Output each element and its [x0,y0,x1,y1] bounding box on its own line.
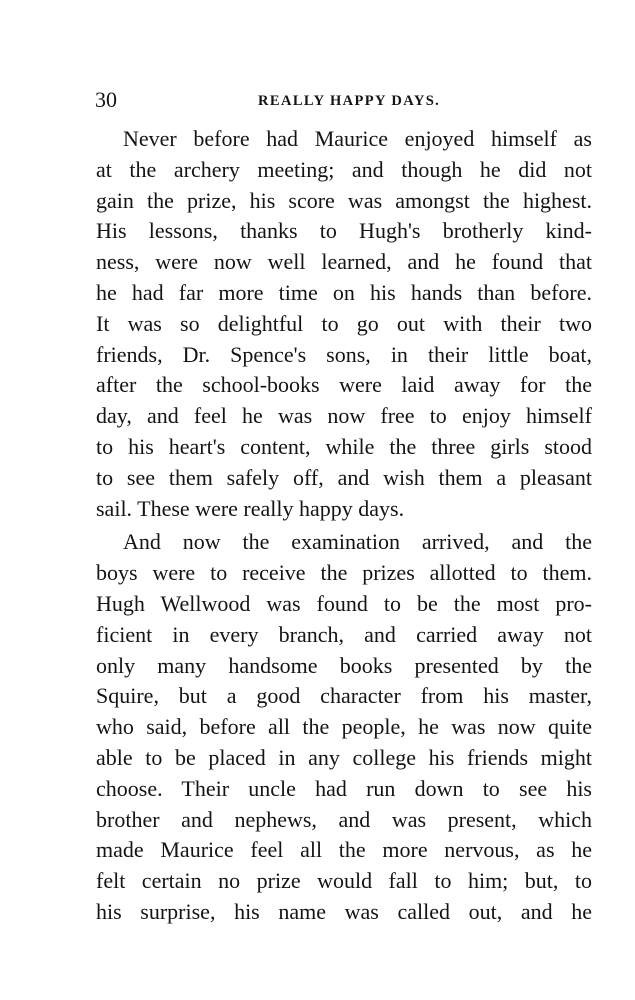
body-text [96,124,592,928]
text-line: Hugh Wellwood was found to be the most pro- [96,590,592,616]
text-line: able to be placed in any college his friends might [96,744,592,770]
text-line: after the school-books were laid away for the [96,372,592,398]
paragraph-1 [96,124,592,524]
text-line: who said, before all the people, he was now quite [96,714,592,740]
text-line: to see them safely off, and wish them a pleasant [96,464,592,490]
running-head: REALLY HAPPY DAYS. [258,93,441,109]
text-line: day, and feel he was now free to enjoy himself [96,403,592,429]
text-line: His lessons, thanks to Hugh's brotherly kind- [96,218,592,244]
text-line: sail. These were really happy days. [96,495,405,521]
text-line: boys were to receive the prizes allotted to them. [96,560,592,586]
text-line: friends, Dr. Spence's sons, in their little boat, [96,341,592,367]
page-number: 30 [95,87,117,112]
text-line: gain the prize, his score was amongst the highest. [96,187,592,213]
text-line: ficient in every branch, and carried away not [96,621,592,647]
paragraph-2 [96,527,592,927]
text-line: only many handsome books presented by the [96,652,592,678]
text-line: choose. Their uncle had run down to see his [96,775,592,801]
text-line: made Maurice feel all the more nervous, as he [96,837,592,863]
text-line: he had far more time on his hands than before. [96,279,592,305]
text-line: It was so delightful to go out with their two [96,310,592,336]
text-line: ness, were now well learned, and he found that [96,249,592,275]
text-line: to his heart's content, while the three girls stood [96,433,592,459]
text-line: Squire, but a good character from his master, [96,683,592,709]
text-line: And now the examination arrived, and the [123,529,592,555]
text-line: at the archery meeting; and though he did not [96,156,592,182]
text-line: felt certain no prize would fall to him; but, to [96,868,592,894]
text-line: Never before had Maurice enjoyed himself as [123,126,592,151]
page-header [0,86,635,114]
text-line: his surprise, his name was called out, and he [96,898,592,924]
text-line: brother and nephews, and was present, which [96,806,592,832]
